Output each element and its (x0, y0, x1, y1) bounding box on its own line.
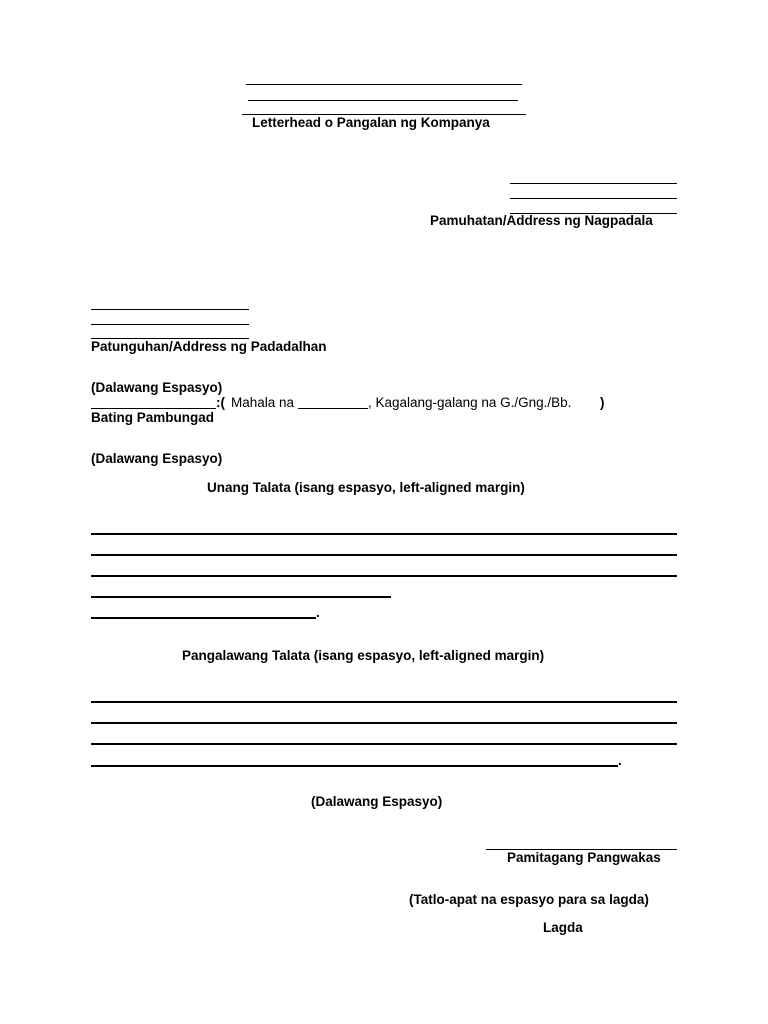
sender-address-line-1 (510, 183, 677, 184)
spacing-note-2: (Dalawang Espasyo) (91, 451, 223, 466)
paragraph1-line-1 (91, 533, 677, 535)
paragraph2-line-2 (91, 722, 677, 724)
salutation-example-1: Mahala na (231, 395, 295, 410)
recipient-address-label: Patunguhan/Address ng Padadalhan (91, 339, 327, 354)
recipient-address-line-1 (91, 309, 249, 310)
paragraph2-line-3 (91, 743, 677, 745)
sender-address-line-2 (510, 198, 677, 199)
paragraph2-line-4 (91, 765, 618, 767)
spacing-note-1: (Dalawang Espasyo) (91, 380, 223, 395)
salutation-close-paren: ) (600, 395, 605, 410)
letterhead-line-1 (246, 84, 522, 85)
spacing-note-3: (Dalawang Espasyo) (311, 794, 443, 809)
salutation-example-2: , Kagalang-galang na G./Gng./Bb. (368, 395, 572, 410)
paragraph1-line-2 (91, 554, 677, 556)
salutation-name-blank (298, 408, 368, 409)
recipient-address-line-2 (91, 324, 249, 325)
letterhead-line-2 (248, 100, 518, 101)
paragraph1-line-4 (91, 596, 391, 598)
paragraph1-line-5 (91, 617, 316, 619)
salutation-colon: :( (216, 395, 225, 410)
salutation-blank-line (91, 408, 216, 409)
paragraph1-line-3 (91, 575, 677, 577)
paragraph1-heading: Unang Talata (isang espasyo, left-aligned margin) (207, 480, 525, 495)
closing-label: Pamitagang Pangwakas (507, 850, 661, 865)
salutation-label: Bating Pambungad (91, 410, 215, 425)
signature-label: Lagda (543, 920, 583, 935)
paragraph2-line-1 (91, 701, 677, 703)
letterhead-label: Letterhead o Pangalan ng Kompanya (252, 115, 490, 130)
paragraph2-heading: Pangalawang Talata (isang espasyo, left-aligned margin) (182, 648, 545, 663)
sender-address-label: Pamuhatan/Address ng Nagpadala (430, 213, 653, 228)
paragraph2-period: . (618, 753, 622, 768)
paragraph1-period: . (316, 605, 320, 620)
signature-note: (Tatlo-apat na espasyo para sa lagda) (409, 892, 649, 907)
